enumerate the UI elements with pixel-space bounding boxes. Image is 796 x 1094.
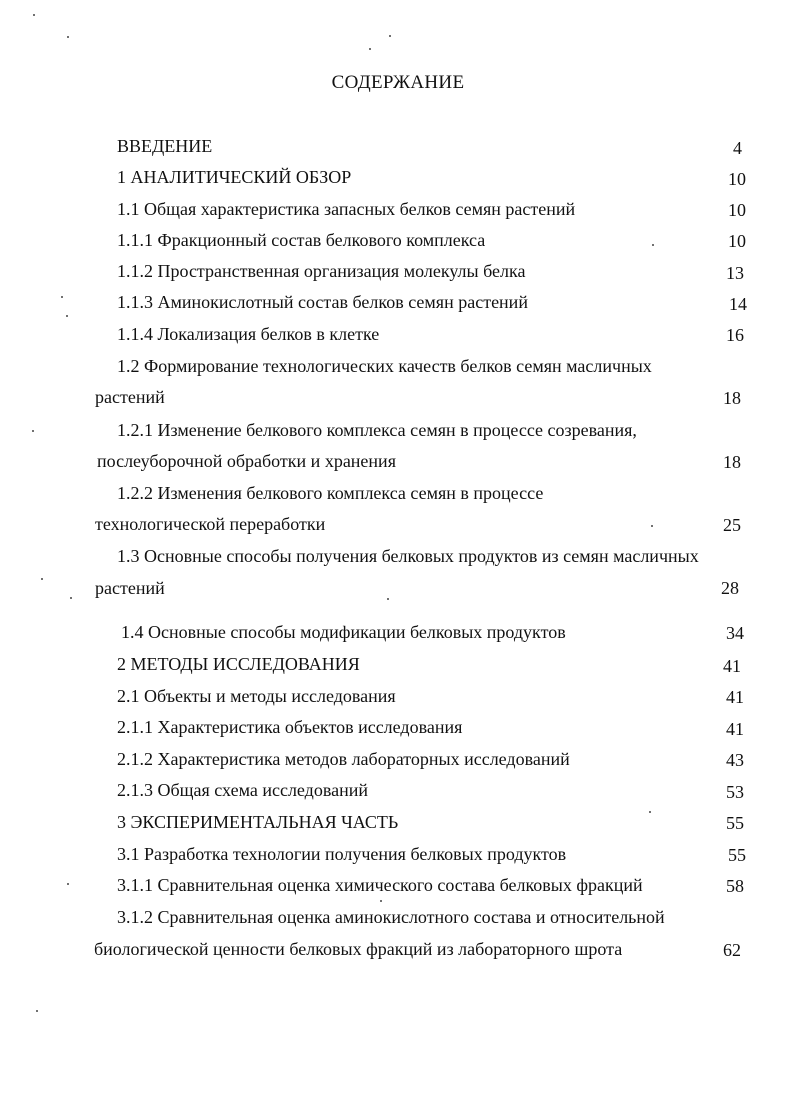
- scan-speck: [369, 48, 371, 50]
- toc-entry-continuation: биологической ценности белковых фракций из лабораторного шрота: [94, 939, 623, 959]
- scan-speck: [66, 315, 68, 317]
- toc-entry-text: 1.1 Общая характеристика запасных белков семян растений: [117, 199, 576, 219]
- scan-speck: [61, 296, 63, 298]
- toc-entry-page: 41: [726, 687, 744, 707]
- scan-speck: [67, 883, 69, 885]
- toc-entry-text: ВВЕДЕНИЕ: [117, 136, 213, 156]
- toc-entry-text: 2.1.2 Характеристика методов лабораторных исследований: [117, 749, 570, 769]
- toc-entry-page: 16: [726, 325, 744, 345]
- toc-entry-text: 3.1.1 Сравнительная оценка химического состава белковых фракций: [117, 875, 643, 895]
- toc-entry-page: 34: [726, 623, 744, 643]
- toc-entry-page: 41: [723, 656, 741, 676]
- toc-entry-page: 18: [723, 452, 741, 472]
- toc-entry-text: 1 АНАЛИТИЧЕСКИЙ ОБЗОР: [117, 167, 352, 187]
- scan-speck: [70, 597, 72, 599]
- toc-entry-page: 4: [733, 138, 742, 158]
- toc-entry-text: 1.1.3 Аминокислотный состав белков семян растений: [117, 292, 528, 312]
- page-title: СОДЕРЖАНИЕ: [331, 72, 465, 93]
- toc-entry-page: 13: [726, 263, 744, 283]
- toc-entry-page: 53: [726, 782, 744, 802]
- toc-entry-text: 2.1.1 Характеристика объектов исследования: [117, 717, 463, 737]
- toc-entry-text: 2 МЕТОДЫ ИССЛЕДОВАНИЯ: [117, 654, 360, 674]
- toc-entry-text: 1.3 Основные способы получения белковых продуктов из семян масличных: [117, 546, 699, 566]
- scan-speck: [67, 36, 69, 38]
- toc-entry-continuation: растений: [95, 387, 165, 407]
- toc-entry-text: 2.1.3 Общая схема исследований: [117, 780, 368, 800]
- toc-entry-page: 43: [726, 750, 744, 770]
- scan-speck: [32, 430, 34, 432]
- toc-entry-text: 1.2.1 Изменение белкового комплекса семян в процессе созревания,: [117, 420, 637, 440]
- toc-entry-page: 41: [726, 719, 744, 739]
- toc-entry-text: 1.1.2 Пространственная организация молекулы белка: [117, 261, 526, 281]
- toc-entry-page: 58: [726, 876, 744, 896]
- scan-speck: [380, 900, 382, 902]
- toc-entry-continuation: растений: [95, 578, 165, 598]
- scan-speck: [33, 14, 35, 16]
- toc-entry-text: 3 ЭКСПЕРИМЕНТАЛЬНАЯ ЧАСТЬ: [117, 812, 399, 832]
- toc-entry-page: 18: [723, 388, 741, 408]
- scan-speck: [652, 244, 654, 246]
- toc-entry-text: 1.1.4 Локализация белков в клетке: [117, 324, 380, 344]
- scan-speck: [389, 35, 391, 37]
- scan-speck: [36, 1010, 38, 1012]
- toc-entry-page: 55: [728, 845, 746, 865]
- toc-entry-text: 1.4 Основные способы модификации белковых продуктов: [121, 622, 566, 642]
- toc-entry-page: 62: [723, 940, 741, 960]
- toc-entry-continuation: послеуборочной обработки и хранения: [97, 451, 396, 471]
- scan-speck: [649, 811, 651, 813]
- toc-entry-text: 3.1.2 Сравнительная оценка аминокислотного состава и относительной: [117, 907, 665, 927]
- toc-entry-text: 1.2 Формирование технологических качеств белков семян масличных: [117, 356, 652, 376]
- toc-entry-text: 2.1 Объекты и методы исследования: [117, 686, 396, 706]
- toc-entry-page: 25: [723, 515, 741, 535]
- toc-entry-text: 3.1 Разработка технологии получения белковых продуктов: [117, 844, 567, 864]
- toc-entry-page: 10: [728, 200, 746, 220]
- scan-speck: [651, 525, 653, 527]
- toc-entry-page: 55: [726, 813, 744, 833]
- toc-entry-continuation: технологической переработки: [95, 514, 326, 534]
- toc-entry-page: 10: [728, 231, 746, 251]
- scan-speck: [41, 578, 43, 580]
- scan-speck: [387, 598, 389, 600]
- toc-entry-text: 1.2.2 Изменения белкового комплекса семян в процессе: [117, 483, 544, 503]
- toc-entry-page: 14: [729, 294, 747, 314]
- toc-entry-text: 1.1.1 Фракционный состав белкового комплекса: [117, 230, 486, 250]
- toc-entry-page: 28: [721, 578, 739, 598]
- toc-entry-page: 10: [728, 169, 746, 189]
